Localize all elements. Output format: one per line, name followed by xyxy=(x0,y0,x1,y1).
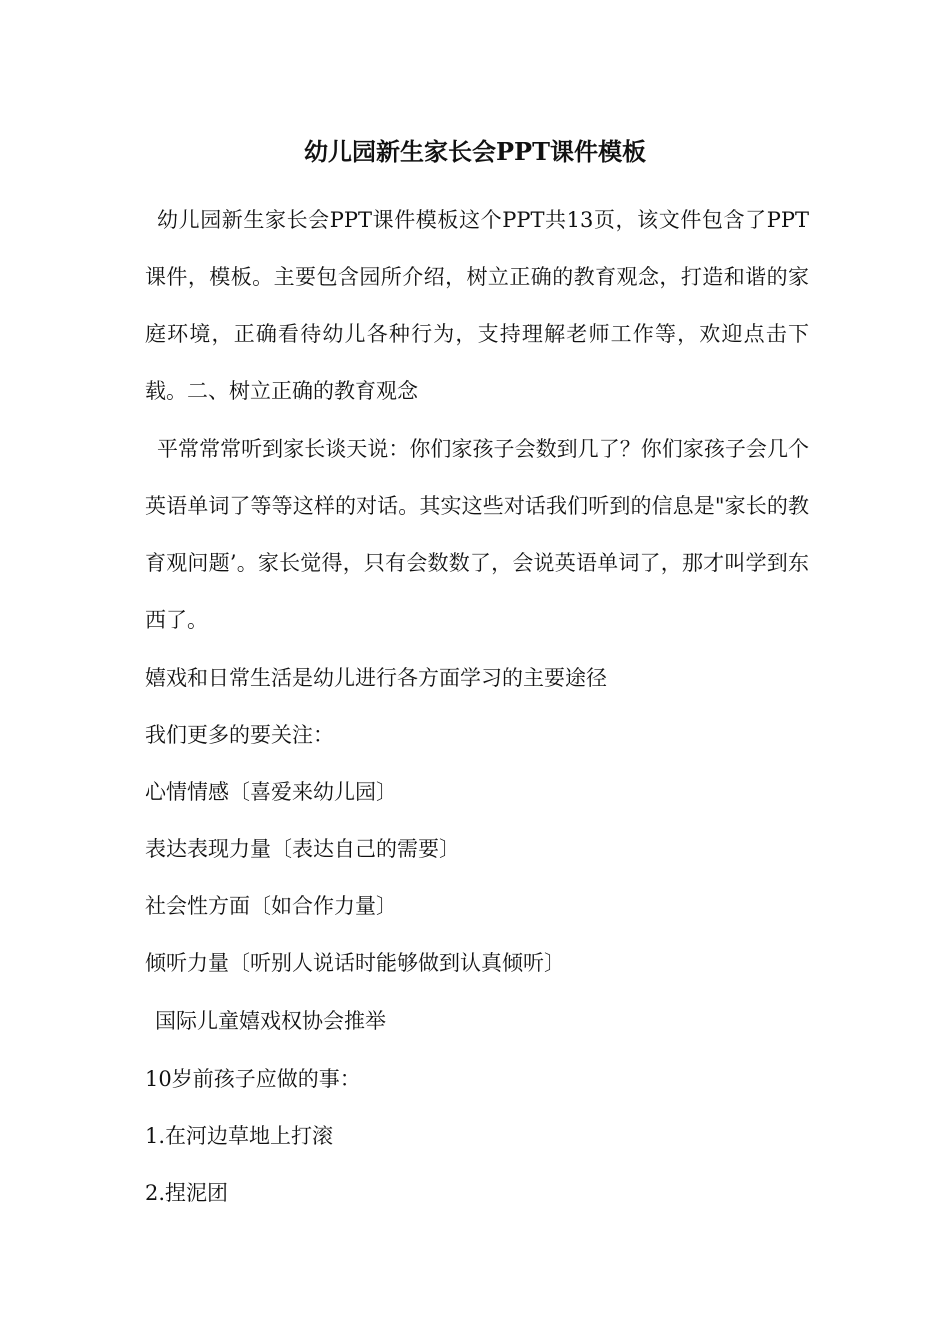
text-line-listening: 倾听力量〔听别人说话时能够做到认真倾听〕 xyxy=(145,951,565,975)
paragraph-parents-talk: 平常常常听到家长谈天说：你们家孩子会数到几了？你们家孩子会几个英语单词了等等这样的对话。其实这些对话我们听到的信息是"家长的教育观问题’。家长觉得，只有会数数了，会说英语单词了，那才叫学到东西了。 xyxy=(145,437,809,632)
paragraph-intro: 幼儿园新生家长会PPT课件模板这个PPT共13页，该文件包含了PPT课件，模板。主要包含园所介绍，树立正确的教育观念，打造和谐的家庭环境，正确看待幼儿各种行为，支持理解老师工作等，欢迎点击下载。二、树立正确的教育观念 xyxy=(145,208,809,403)
text-line-ten-years: 10岁前孩子应做的事： xyxy=(145,1067,361,1091)
text-line-play-learning: 嬉戏和日常生活是幼儿进行各方面学习的主要途径 xyxy=(145,666,607,690)
text-line-association: 国际儿童嬉戏权协会推举 xyxy=(155,1009,386,1033)
document-title: 幼儿园新生家长会PPT课件模板 xyxy=(304,137,646,166)
list-item-1: 1.在河边草地上打滚 xyxy=(145,1124,334,1148)
text-line-emotion: 心情情感〔喜爱来幼儿园〕 xyxy=(145,780,397,804)
text-line-social: 社会性方面〔如合作力量〕 xyxy=(145,894,397,918)
text-line-expression: 表达表现力量〔表达自己的需要〕 xyxy=(145,837,460,861)
list-item-2: 2.捏泥团 xyxy=(145,1181,229,1205)
text-line-focus-heading: 我们更多的要关注： xyxy=(145,723,334,747)
